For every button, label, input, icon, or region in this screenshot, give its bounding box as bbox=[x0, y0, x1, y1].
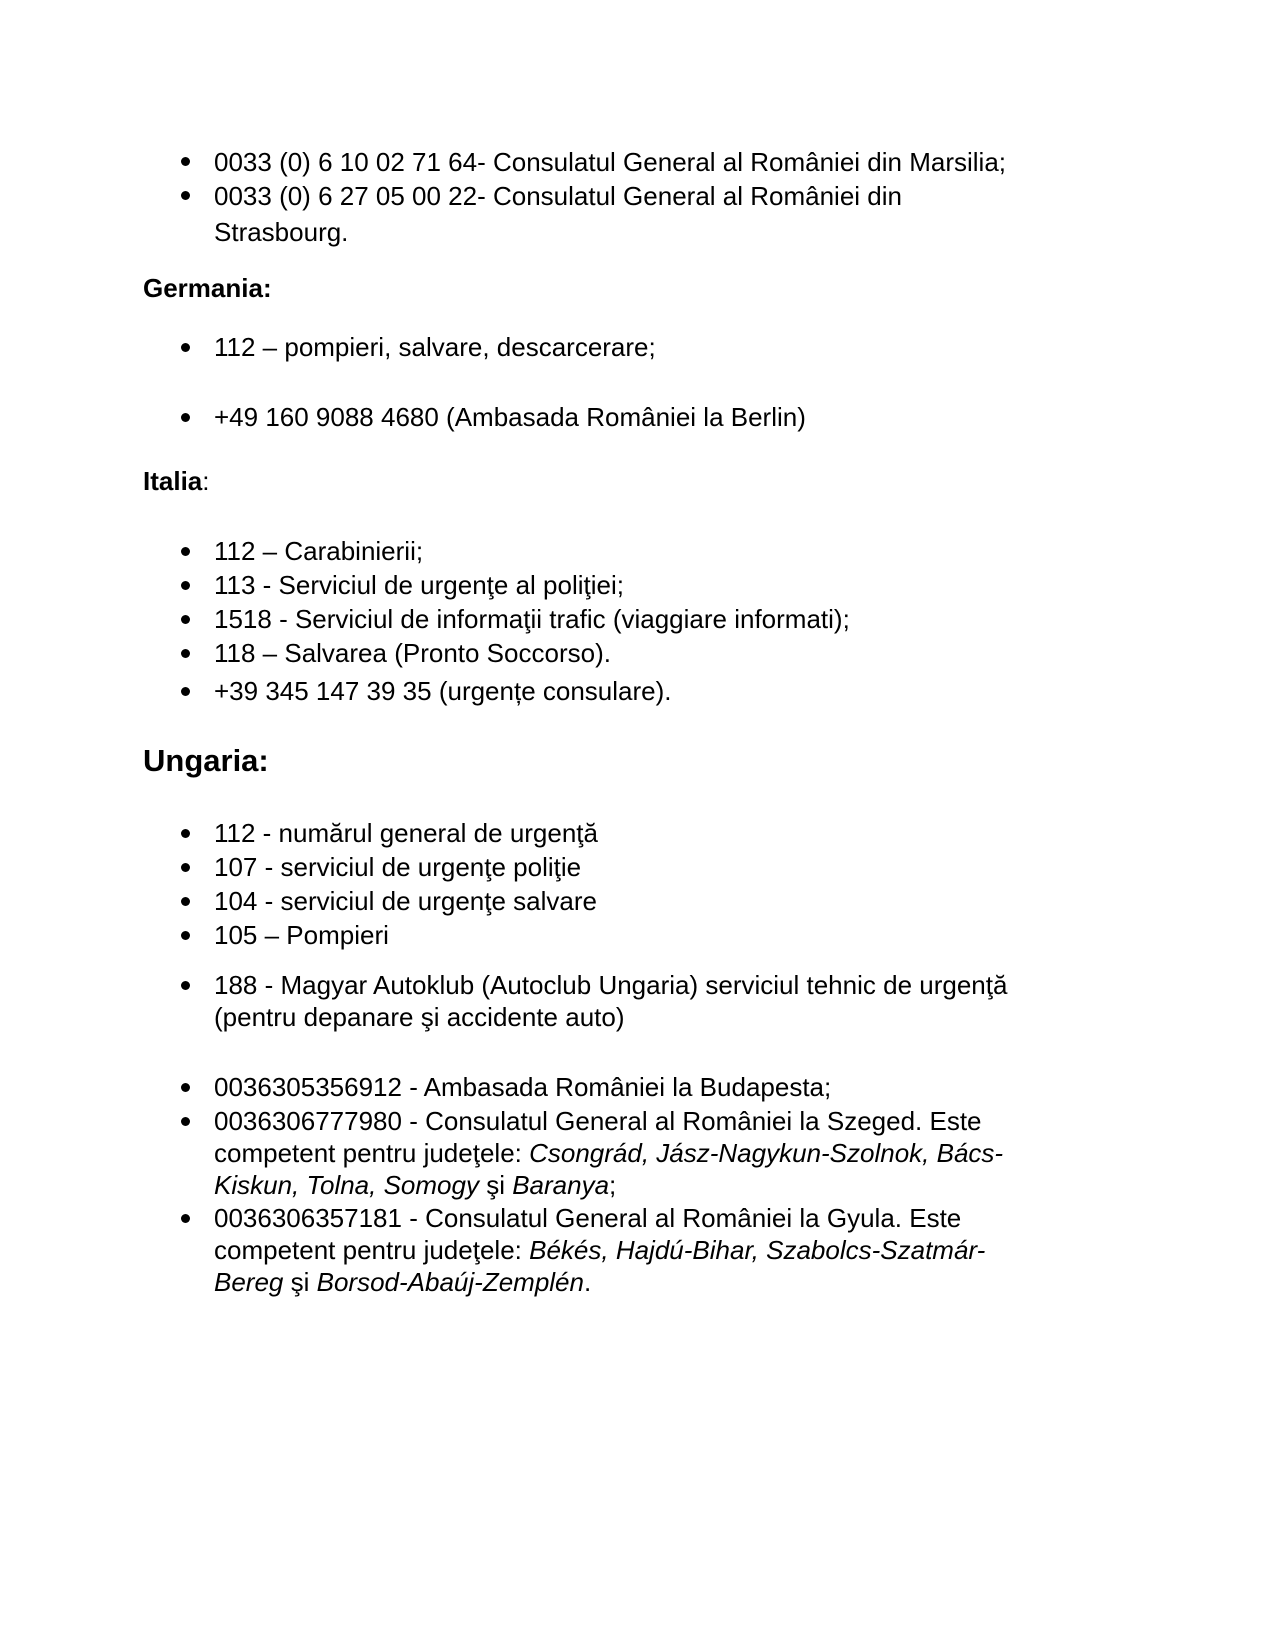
county-names: Baranya bbox=[512, 1170, 610, 1200]
list-item: +49 160 9088 4680 (Ambasada României la Berlin) bbox=[214, 402, 806, 432]
bullet-icon bbox=[181, 191, 190, 200]
bullet-icon bbox=[181, 413, 190, 422]
bullet-icon bbox=[181, 547, 190, 556]
list-item-continuation: Strasbourg. bbox=[214, 217, 349, 247]
list-item: 107 - serviciul de urgenţe poliţie bbox=[214, 852, 582, 882]
bullet-icon bbox=[181, 1214, 190, 1223]
list-item: 0036305356912 - Ambasada României la Budapesta; bbox=[214, 1072, 832, 1102]
list-item: 112 – pompieri, salvare, descarcerare; bbox=[214, 332, 656, 362]
section-heading-hungary: Ungaria: bbox=[143, 743, 269, 778]
bullet-icon bbox=[181, 829, 190, 838]
list-item: 1518 - Serviciul de informaţii trafic (viaggiare informati); bbox=[214, 604, 850, 634]
section-heading-italy bbox=[143, 465, 209, 497]
bullet-icon bbox=[181, 863, 190, 872]
list-item-continuation: (pentru depanare şi accidente auto) bbox=[214, 1002, 625, 1032]
text: ; bbox=[609, 1170, 617, 1200]
county-names: Bereg bbox=[214, 1267, 284, 1297]
list-item: 188 - Magyar Autoklub (Autoclub Ungaria) serviciul tehnic de urgenţă bbox=[214, 970, 1008, 1000]
text: competent pentru judeţele: bbox=[214, 1235, 530, 1265]
bullet-icon bbox=[181, 981, 190, 990]
list-item: 118 – Salvarea (Pronto Soccorso). bbox=[214, 638, 611, 668]
section-heading-germany: Germania: bbox=[143, 273, 272, 303]
bullet-icon bbox=[181, 687, 190, 696]
bullet-icon bbox=[181, 1117, 190, 1126]
list-item-continuation bbox=[214, 1137, 1003, 1169]
bullet-icon bbox=[181, 157, 190, 166]
text: . bbox=[583, 1267, 592, 1297]
list-item-continuation bbox=[214, 1234, 985, 1266]
bullet-icon bbox=[181, 897, 190, 906]
list-item: 0036306357181 - Consulatul General al României la Gyula. Este bbox=[214, 1203, 962, 1233]
county-names: Kiskun, Tolna, Somogy bbox=[214, 1170, 479, 1200]
list-item: 0033 (0) 6 10 02 71 64- Consulatul General al României din Marsilia; bbox=[214, 147, 1006, 177]
list-item-continuation bbox=[214, 1266, 591, 1298]
bullet-icon bbox=[181, 343, 190, 352]
county-names: Csongrád, Jász-Nagykun-Szolnok, Bács- bbox=[529, 1138, 1004, 1168]
list-item: 104 - serviciul de urgenţe salvare bbox=[214, 886, 597, 916]
heading-text: Italia bbox=[143, 466, 203, 496]
text: competent pentru judeţele: bbox=[214, 1138, 530, 1168]
bullet-icon bbox=[181, 1083, 190, 1092]
heading-colon: : bbox=[202, 466, 210, 496]
list-item: 112 – Carabinierii; bbox=[214, 536, 424, 566]
bullet-icon bbox=[181, 649, 190, 658]
list-item: 112 - numărul general de urgenţă bbox=[214, 818, 598, 848]
list-item-continuation bbox=[214, 1169, 616, 1201]
text: şi bbox=[478, 1170, 513, 1200]
county-names: Békés, Hajdú-Bihar, Szabolcs-Szatmár- bbox=[529, 1235, 986, 1265]
text: şi bbox=[283, 1267, 317, 1297]
list-item: 105 – Pompieri bbox=[214, 920, 389, 950]
list-item: 113 - Serviciul de urgenţe al poliţiei; bbox=[214, 570, 624, 600]
bullet-icon bbox=[181, 931, 190, 940]
list-item: 0036306777980 - Consulatul General al României la Szeged. Este bbox=[214, 1106, 982, 1136]
list-item: 0033 (0) 6 27 05 00 22- Consulatul General al României din bbox=[214, 181, 902, 211]
list-item: +39 345 147 39 35 (urgențe consulare). bbox=[214, 676, 672, 706]
bullet-icon bbox=[181, 615, 190, 624]
bullet-icon bbox=[181, 581, 190, 590]
county-names: Borsod-Abaúj-Zemplén bbox=[316, 1267, 584, 1297]
